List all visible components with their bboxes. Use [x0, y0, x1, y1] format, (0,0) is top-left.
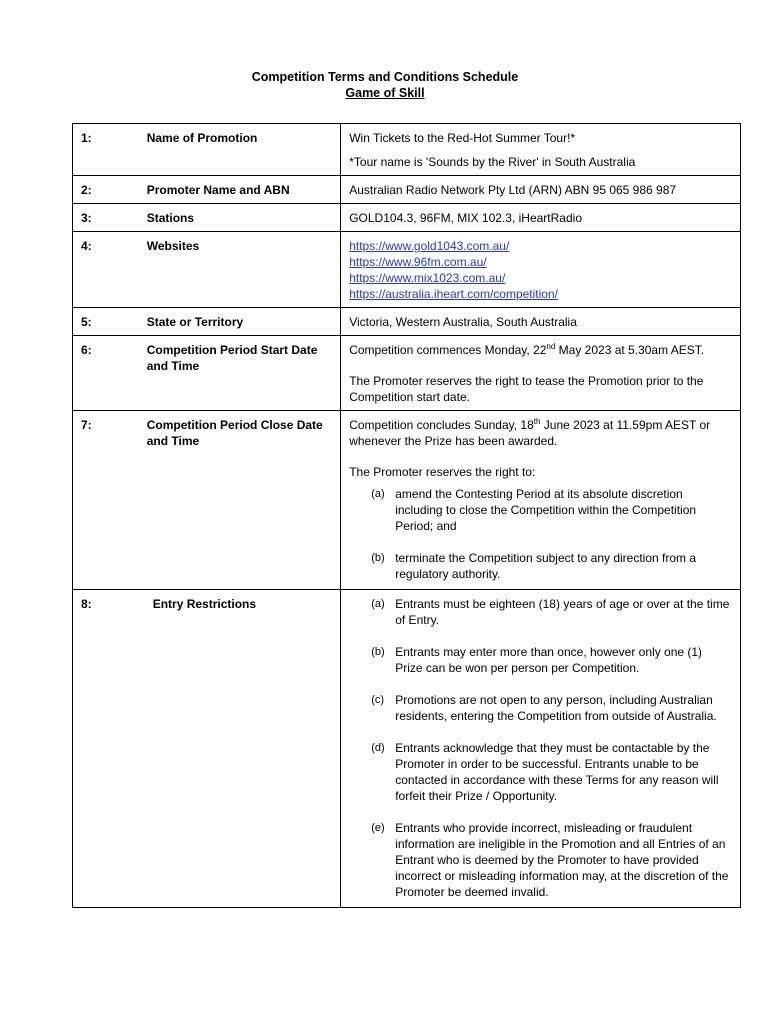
- reserve-right-text: The Promoter reserves the right to:: [349, 465, 536, 479]
- list-marker: (b): [371, 552, 385, 564]
- list-marker: (e): [371, 822, 385, 834]
- promotion-name: Win Tickets to the Red-Hot Summer Tour!*: [349, 131, 576, 145]
- list-marker: (a): [371, 598, 385, 610]
- table-row: [73, 204, 741, 232]
- table-row: [73, 232, 741, 308]
- table-row: [73, 124, 741, 176]
- document-title: Competition Terms and Conditions Schedule: [251, 70, 519, 84]
- website-link-mix[interactable]: https://www.mix1023.com.au/: [349, 271, 506, 285]
- row-value: GOLD104.3, 96FM, MIX 102.3, iHeartRadio: [341, 204, 741, 232]
- row-label: Websites: [139, 232, 341, 308]
- row-number: 1:: [73, 124, 139, 176]
- tease-note: The Promoter reserves the right to tease the Promotion prior to the Competition start date.: [349, 374, 704, 404]
- list-item: (b) Entrants may enter more than once, however only one (1) Prize can be won per person per Competition.: [371, 645, 703, 675]
- document-subtitle: Game of Skill: [345, 86, 425, 100]
- website-link-iheart[interactable]: https://australia.iheart.com/competition/: [349, 287, 558, 301]
- row-value: [341, 411, 741, 590]
- list-marker: (d): [371, 742, 385, 754]
- row-label: Competition Period Start Date and Time: [139, 336, 341, 411]
- row-value: [341, 232, 741, 308]
- list-item: (a) amend the Contesting Period at its absolute discretion including to close the Competition within the Competition Period; and: [371, 487, 697, 533]
- list-marker: (a): [371, 488, 385, 500]
- list-item: (c) Promotions are not open to any person, including Australian residents, entering the Competition from outside of Australia.: [371, 693, 717, 723]
- row-value: [341, 124, 741, 176]
- row-number: 3:: [73, 204, 139, 232]
- row-value: Victoria, Western Australia, South Australia: [341, 308, 741, 336]
- row-number: 6:: [73, 336, 139, 411]
- row-number: 8:: [73, 590, 139, 908]
- list-marker: (c): [371, 694, 385, 706]
- table-row: [73, 176, 741, 204]
- reserve-right-list: [349, 486, 732, 582]
- row-label: Name of Promotion: [139, 124, 341, 176]
- schedule-table: [72, 123, 741, 908]
- row-label: Stations: [139, 204, 341, 232]
- row-label: State or Territory: [139, 308, 341, 336]
- entry-restrictions-list: [349, 596, 732, 900]
- list-marker: (b): [371, 646, 385, 658]
- row-value: Australian Radio Network Pty Ltd (ARN) ABN 95 065 986 987: [341, 176, 741, 204]
- row-value: [341, 590, 741, 908]
- row-label: Promoter Name and ABN: [139, 176, 341, 204]
- row-number: 5:: [73, 308, 139, 336]
- table-row: [73, 590, 741, 908]
- list-item: (a) Entrants must be eighteen (18) years of age or over at the time of Entry.: [371, 597, 730, 627]
- list-item: (b) terminate the Competition subject to any direction from a regulatory authority.: [371, 551, 697, 581]
- list-item: (d) Entrants acknowledge that they must be contactable by the Promoter in order to be successful. Entrants unable to be contacted in accordance with these Terms for any reason will forfeit their Prize / Opportunity.: [371, 741, 719, 803]
- row-label: Entry Restrictions: [139, 590, 341, 908]
- website-link-96fm[interactable]: https://www.96fm.com.au/: [349, 255, 487, 269]
- row-number: 7:: [73, 411, 139, 590]
- list-item: (e) Entrants who provide incorrect, misleading or fraudulent information are ineligible in the Promotion and all Entries of an Entrant who is deemed by the Promoter to have provided incorrect or misleading information may, at the discretion of the Promoter be deemed invalid.: [371, 821, 729, 899]
- row-number: 4:: [73, 232, 139, 308]
- row-value: [341, 336, 741, 411]
- table-row: [73, 308, 741, 336]
- start-date-text: Competition commences Monday, 22nd May 2023 at 5.30am AEST.: [349, 342, 705, 357]
- close-date-text: Competition concludes Sunday, 18th June 2023 at 11.59pm AEST or whenever the Prize has been awarded.: [349, 417, 711, 448]
- table-row: [73, 411, 741, 590]
- row-label: Competition Period Close Date and Time: [139, 411, 341, 590]
- table-row: [73, 336, 741, 411]
- promotion-footnote: *Tour name is 'Sounds by the River' in South Australia: [349, 155, 636, 169]
- website-link-gold[interactable]: https://www.gold1043.com.au/: [349, 239, 510, 253]
- row-number: 2:: [73, 176, 139, 204]
